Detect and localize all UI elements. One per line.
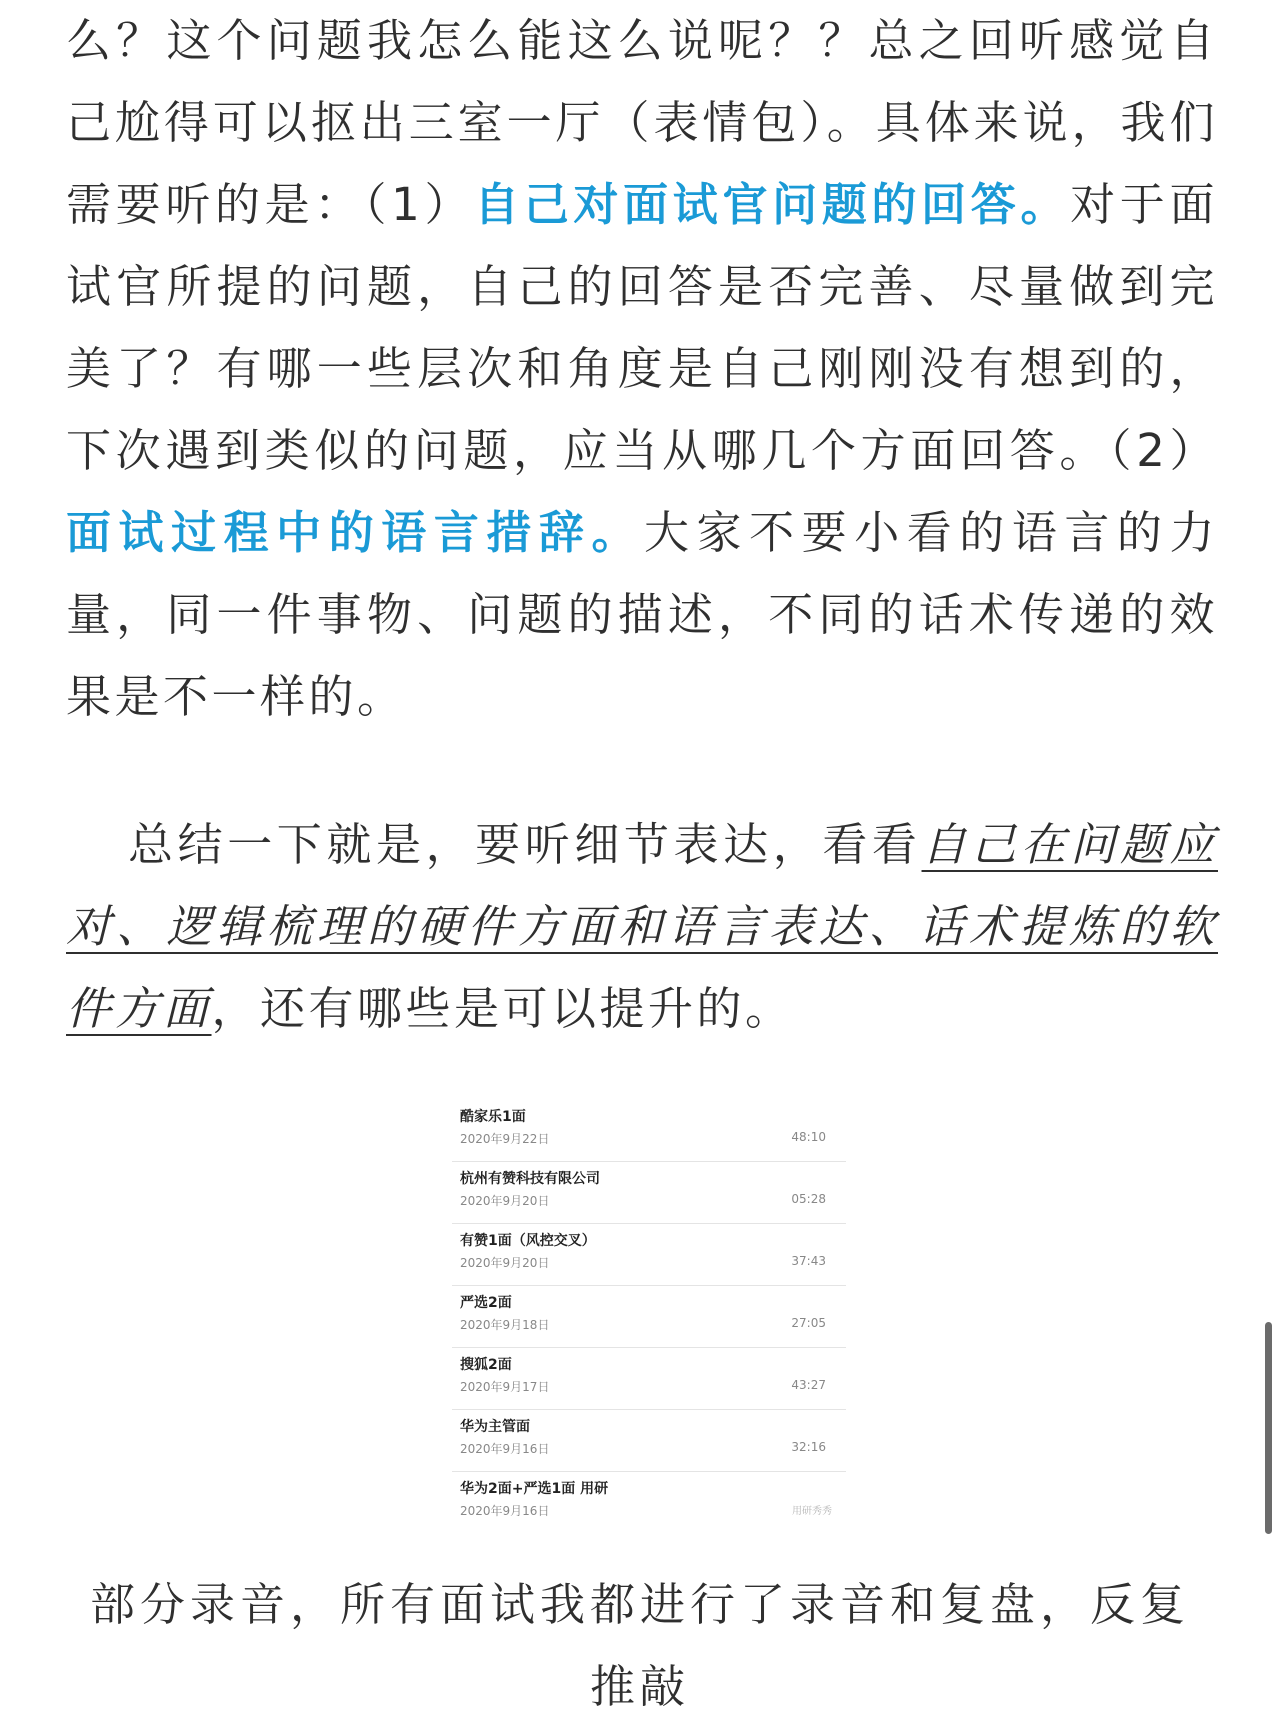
recording-date: 2020年9月20日	[460, 1194, 550, 1208]
list-item[interactable]	[452, 1472, 846, 1534]
recordings-screenshot	[452, 1100, 846, 1530]
recording-date: 2020年9月17日	[460, 1380, 550, 1394]
recording-duration: 48:10	[791, 1130, 826, 1144]
recording-date: 2020年9月18日	[460, 1318, 550, 1332]
recording-title: 严选2面	[460, 1295, 512, 1311]
recording-title: 酷家乐1面	[460, 1109, 526, 1125]
list-item[interactable]	[452, 1224, 846, 1286]
list-item[interactable]	[452, 1162, 846, 1224]
image-caption: 部分录音，所有面试我都进行了录音和复盘，反复推敲	[89, 1578, 1190, 1713]
recording-duration: 32:16	[791, 1440, 826, 1454]
scrollbar-thumb[interactable]	[1265, 1322, 1272, 1534]
recording-date: 2020年9月22日	[460, 1132, 550, 1146]
paragraph-summary	[66, 804, 1218, 1050]
recording-title: 华为主管面	[460, 1419, 530, 1435]
recording-title: 杭州有赞科技有限公司	[460, 1171, 600, 1187]
list-item[interactable]	[452, 1410, 846, 1472]
list-item[interactable]	[452, 1100, 846, 1162]
highlight-wording: 面试过程中的语言措辞。	[66, 506, 645, 559]
recording-title: 搜狐2面	[460, 1357, 512, 1373]
watermark-text: 用研秀秀	[792, 1506, 832, 1517]
paragraph-text-a: 么？这个问题我怎么能这么说呢？？总之回听感觉自己尬得可以抠出三室一厅（表情包）。具体来说，我们需要听的是：（1）	[66, 14, 1218, 231]
recording-title: 华为2面+严选1面 用研	[460, 1481, 609, 1497]
recording-duration: 27:05	[791, 1316, 826, 1330]
summary-lead: 总结一下就是，要听细节表达，看看	[128, 818, 922, 871]
paragraph-text-b: 对于面试官所提的问题，自己的回答是否完善、尽量做到完美了？有哪一些层次和角度是自己刚刚没有想到的，下次遇到类似的问题，应当从哪几个方面回答。（2）	[66, 178, 1218, 477]
paragraph-review-points	[66, 0, 1218, 738]
highlight-answer: 自己对面试官问题的回答。	[474, 178, 1071, 231]
recording-duration: 43:27	[791, 1378, 826, 1392]
recording-date: 2020年9月16日	[460, 1442, 550, 1456]
recording-duration: 05:28	[791, 1192, 826, 1206]
list-item[interactable]	[452, 1348, 846, 1410]
recording-date: 2020年9月20日	[460, 1256, 550, 1270]
article-body	[66, 0, 1218, 1050]
summary-emphasis: 自己在问题应对、逻辑梳理的硬件方面和语言表达、话术提炼的软件方面	[66, 818, 1218, 1035]
list-item[interactable]	[452, 1286, 846, 1348]
summary-tail: ，还有哪些是可以提升的。	[211, 982, 794, 1035]
recording-duration: 37:43	[791, 1254, 826, 1268]
paragraph-text-c: 大家不要小看的语言的力量，同一件事物、问题的描述，不同的话术传递的效果是不一样的。	[66, 506, 1218, 723]
recording-date: 2020年9月16日	[460, 1504, 550, 1518]
recording-title: 有赞1面（风控交叉）	[460, 1233, 596, 1249]
